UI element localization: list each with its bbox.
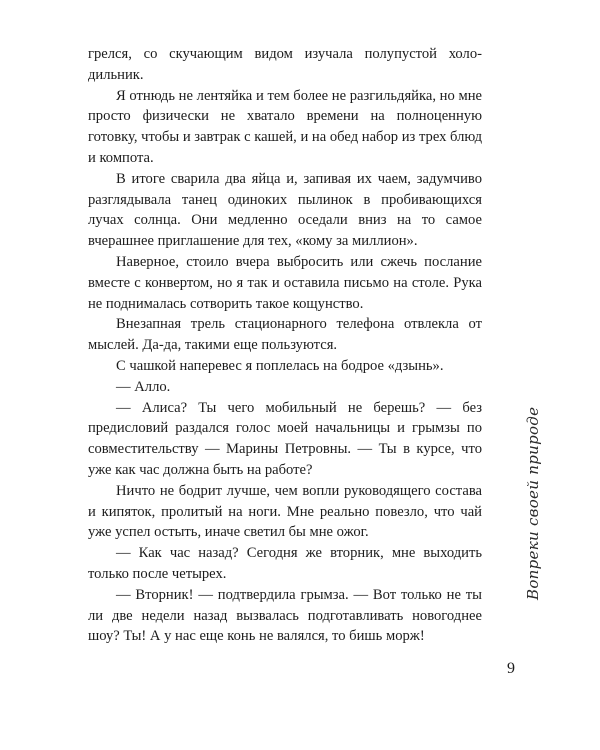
paragraph: Внезапная трель стационарного телефона отвлекла от мыслей. Да-да, такими еще пользуются. <box>88 316 482 354</box>
paragraph: В итоге сварила два яйца и, запивая их чаем, задумчиво разглядывала танец одиноких пылинок в пробивающихся лучах солнца. Они медленно оседали вниз на то самое вчерашнее приглашение для тех, «кому за миллион». <box>88 170 482 250</box>
paragraph: — Алиса? Ты чего мобильный не берешь? — без предисловий раздался голос моей начальницы и грымзы по совместительству — Марины Петровны. — Ты в курсе, что уже как час должна быть на работе? <box>88 399 482 478</box>
paragraph: грелся, со скучающим видом изучала полупустой холодильник. <box>88 46 482 83</box>
running-title: Вопреки своей природе <box>524 406 542 600</box>
paragraph: — Вторник! — подтвердила грымза. — Вот только не ты ли две недели назад вызвалась подготавливать новогоднее шоу? Ты! А у нас еще конь не валялся, то бишь морж! <box>88 586 482 645</box>
paragraph: — Алло. <box>116 378 171 395</box>
paragraph: С чашкой наперевес я поплелась на бодрое «дзынь». <box>116 357 444 374</box>
paragraph: Ничто не бодрит лучше, чем вопли руководящего состава и кипяток, пролитый на ноги. Мне реально повезло, что чай уже успел остыть, иначе светил бы мне ожог. <box>88 482 482 541</box>
page-number: 9 <box>507 660 515 677</box>
body-text <box>88 44 482 647</box>
paragraph: Я отнюдь не лентяйка и тем более не разгильдяйка, но мне просто физически не хватало времени на полноценную готовку, чтобы и завтрак с кашей, и на обед набор из трех блюд и компота. <box>88 87 482 166</box>
paragraph: — Как час назад? Сегодня же вторник, мне выходить только после четырех. <box>88 545 482 582</box>
paragraph: Наверное, стоило вчера выбросить или сжечь послание вместе с конвертом, но я так и оставила письмо на столе. Рука не поднималась сотворить такое кощунство. <box>88 253 482 312</box>
